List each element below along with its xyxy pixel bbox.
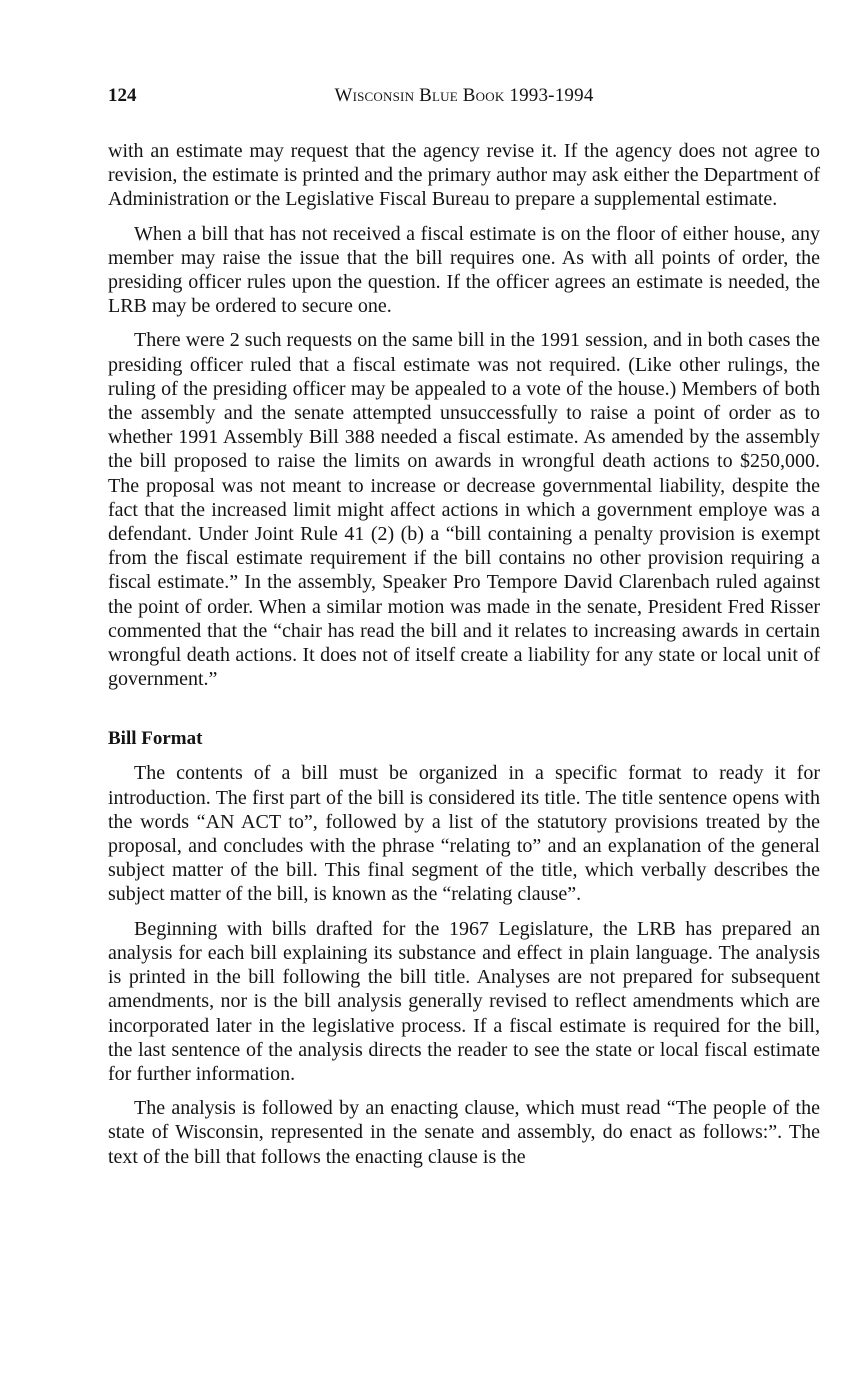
- page-number: 124: [108, 85, 137, 106]
- paragraph: The contents of a bill must be organized in a specific format to ready it for introduction. The first part of the bill is considered its title. The title sentence opens with the words “AN ACT to”, followed by a list of the statutory provisions treated by the proposal, and concludes with the phrase “relating to” and an explanation of the general subject matter of the bill. This final segment of the title, which verbally describes the subject matter of the bill, is known as the “relating clause”.: [108, 762, 820, 906]
- paragraph: with an estimate may request that the agency revise it. If the agency does not agree to revision, the estimate is printed and the primary author may ask either the Department of Administration or the Legislative Fiscal Bureau to prepare a supplemental estimate.: [108, 140, 820, 211]
- section-heading: Bill Format: [108, 728, 203, 750]
- paragraph: There were 2 such requests on the same bill in the 1991 session, and in both cases the presiding officer ruled that a fiscal estimate was not required. (Like other rulings, the ruling of the presiding officer may be appealed to a vote of the house.) Members of both the assembly and the senate attempted unsuccessfully to raise a point of order as to whether 1991 Assembly Bill 388 needed a fiscal estimate. As amended by the assembly the bill proposed to raise the limits on awards in wrongful death actions to $250,000. The proposal was not meant to increase or decrease governmental liability, despite the fact that the increased limit might affect actions in which a government employe was a defendant. Under Joint Rule 41 (2) (b) a “bill containing a penalty provision is exempt from the fiscal estimate requirement if the bill contains no other provision requiring a fiscal estimate.” In the assembly, Speaker Pro Tempore David Clarenbach ruled against the point of order. When a similar motion was made in the senate, President Fred Risser commented that the “chair has read the bill and it relates to increasing awards in certain wrongful death actions. It does not of itself create a liability for any state or local unit of government.”: [108, 329, 820, 691]
- body-text: [108, 139, 820, 1179]
- paragraph: When a bill that has not received a fiscal estimate is on the floor of either house, any member may raise the issue that the bill requires one. As with all points of order, the presiding officer rules upon the question. If the officer agrees an estimate is needed, the LRB may be ordered to secure one.: [108, 222, 820, 318]
- paragraph: The analysis is followed by an enacting clause, which must read “The people of the state of Wisconsin, represented in the senate and assembly, do enact as follows:”. The text of the bill that follows the enacting clause is the: [108, 1097, 820, 1168]
- running-title: Wisconsin Blue Book 1993-1994: [334, 85, 594, 106]
- paragraph: Beginning with bills drafted for the 1967 Legislature, the LRB has prepared an analysis for each bill explaining its substance and effect in plain language. The analysis is printed in the bill following the bill title. Analyses are not prepared for subsequent amendments, nor is the bill analysis generally revised to reflect amendments which are incorporated later in the legislative process. If a fiscal estimate is required for the bill, the last sentence of the analysis directs the reader to see the state or local fiscal estimate for further information.: [108, 917, 820, 1085]
- page-header: [108, 84, 820, 110]
